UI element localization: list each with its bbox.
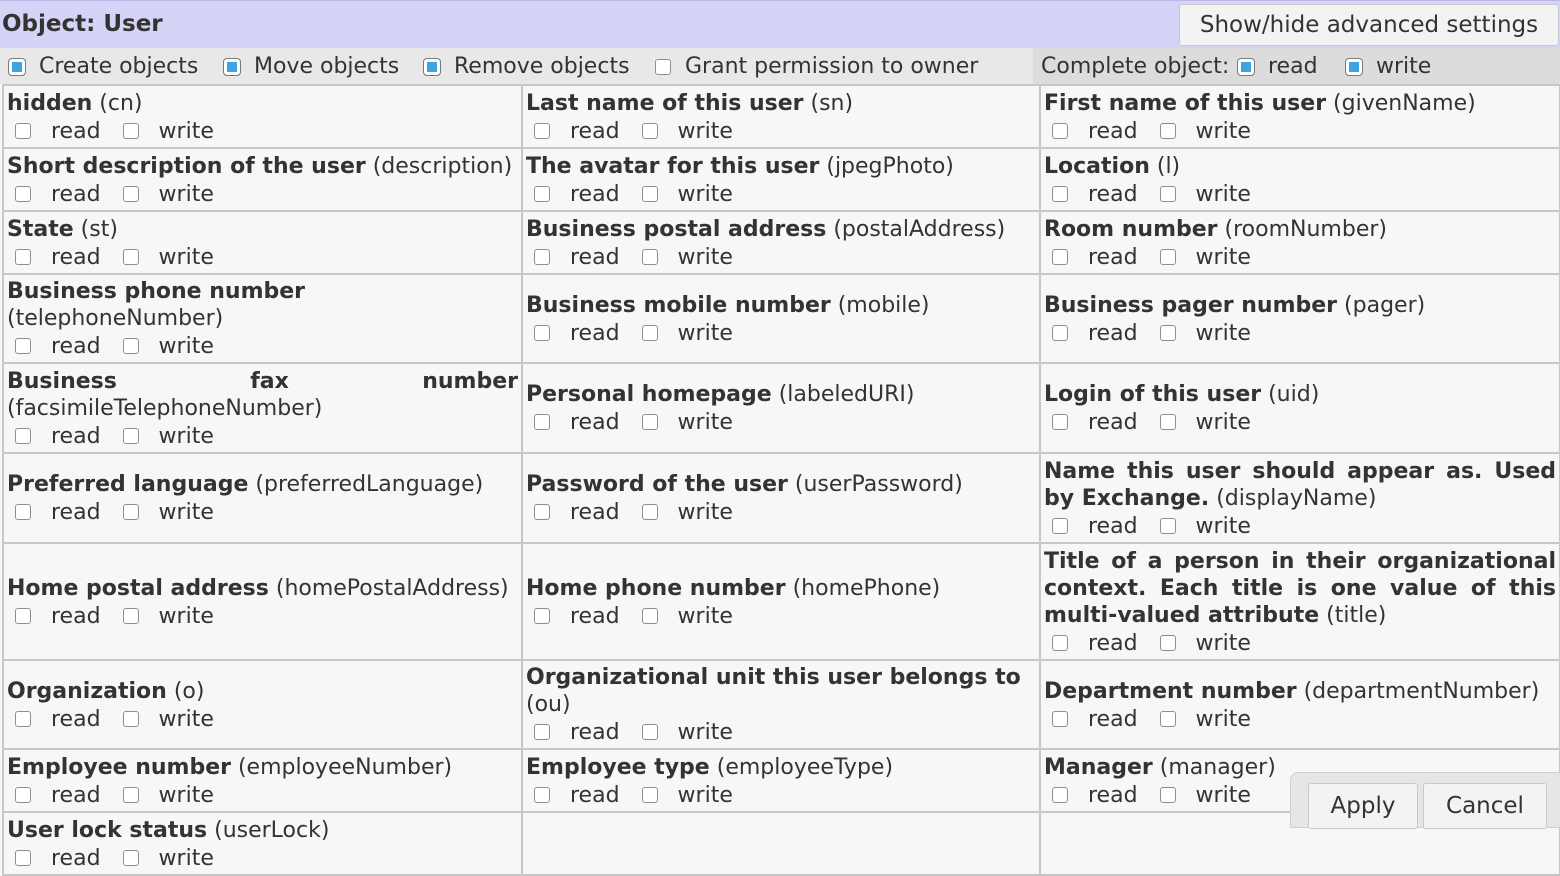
complete-write-label: write — [1376, 54, 1432, 79]
attribute-cell: Last name of this user (sn) read write — [522, 85, 1040, 148]
complete-object-panel — [1033, 48, 1560, 84]
write-checkbox[interactable] — [123, 338, 139, 354]
write-checkbox[interactable] — [1160, 518, 1176, 534]
attribute-label: Name this user should appear as. Used by Exchange. (displayName) — [1044, 458, 1556, 511]
write-checkbox[interactable] — [642, 414, 658, 430]
attribute-cell: Employee number (employeeNumber) read write — [3, 749, 522, 812]
attribute-label: Manager (manager) — [1044, 754, 1276, 780]
read-checkbox[interactable] — [534, 724, 550, 740]
attribute-cell: Name this user should appear as. Used by Exchange. (displayName) read write — [1040, 453, 1560, 543]
attribute-cell: Employee type (employeeType) read write — [522, 749, 1040, 812]
empty-cell — [522, 812, 1040, 875]
read-checkbox[interactable] — [15, 850, 31, 866]
write-checkbox[interactable] — [1160, 123, 1176, 139]
write-checkbox[interactable] — [123, 787, 139, 803]
attribute-label: First name of this user (givenName) — [1044, 90, 1476, 116]
create-objects-checkbox[interactable] — [9, 59, 25, 75]
attribute-label: Business phone number (telephoneNumber) — [7, 279, 306, 331]
write-checkbox[interactable] — [1160, 186, 1176, 202]
read-checkbox[interactable] — [1052, 325, 1068, 341]
read-checkbox[interactable] — [1052, 414, 1068, 430]
attribute-label: Business pager number (pager) — [1044, 292, 1426, 318]
attribute-cell: Room number (roomNumber) read write — [1040, 211, 1560, 274]
attribute-cell: The avatar for this user (jpegPhoto) read write — [522, 148, 1040, 211]
write-checkbox[interactable] — [1160, 249, 1176, 265]
remove-objects-checkbox[interactable] — [424, 59, 440, 75]
attribute-label: User lock status (userLock) — [7, 817, 330, 843]
write-checkbox[interactable] — [1160, 414, 1176, 430]
read-checkbox[interactable] — [534, 504, 550, 520]
remove-objects-option[interactable] — [424, 54, 630, 79]
complete-write-checkbox[interactable] — [1346, 59, 1362, 75]
write-checkbox[interactable] — [642, 504, 658, 520]
attribute-cell: Department number (departmentNumber) read write — [1040, 660, 1560, 749]
attribute-label: Employee number (employeeNumber) — [7, 754, 453, 780]
read-checkbox[interactable] — [15, 123, 31, 139]
read-checkbox[interactable] — [15, 249, 31, 265]
move-objects-checkbox[interactable] — [224, 59, 240, 75]
read-checkbox[interactable] — [15, 186, 31, 202]
attribute-label: Room number (roomNumber) — [1044, 216, 1387, 242]
attribute-label: Login of this user (uid) — [1044, 382, 1320, 407]
cancel-button[interactable]: Cancel — [1423, 783, 1547, 829]
complete-write-option[interactable] — [1346, 54, 1431, 79]
write-checkbox[interactable] — [642, 787, 658, 803]
attribute-cell: First name of this user (givenName) read write — [1040, 85, 1560, 148]
attribute-label: State (st) — [7, 216, 118, 242]
attribute-cell: State (st) read write — [3, 211, 522, 274]
read-checkbox[interactable] — [15, 711, 31, 727]
read-checkbox[interactable] — [534, 414, 550, 430]
attribute-label: Employee type (employeeType) — [526, 754, 894, 780]
write-checkbox[interactable] — [642, 186, 658, 202]
attribute-label: Business mobile number (mobile) — [526, 292, 930, 318]
read-checkbox[interactable] — [1052, 635, 1068, 651]
write-checkbox[interactable] — [1160, 711, 1176, 727]
attribute-cell: Business pager number (pager) read write — [1040, 274, 1560, 363]
remove-objects-label: Remove objects — [454, 54, 630, 79]
read-checkbox[interactable] — [1052, 711, 1068, 727]
dialog-buttons — [1290, 772, 1560, 828]
read-checkbox[interactable] — [534, 787, 550, 803]
object-title: Object: User — [2, 11, 163, 37]
attribute-cell: Title of a person in their organizational context. Each title is one value of this multi-valued attribute (title) read write — [1040, 543, 1560, 660]
write-checkbox[interactable] — [123, 186, 139, 202]
attribute-cell: Home postal address (homePostalAddress) read write — [3, 543, 522, 660]
write-checkbox[interactable] — [123, 249, 139, 265]
write-checkbox[interactable] — [123, 428, 139, 444]
attribute-cell: Business fax number (facsimileTelephoneNumber) read write — [3, 363, 522, 453]
read-checkbox[interactable] — [534, 186, 550, 202]
complete-read-checkbox[interactable] — [1238, 59, 1254, 75]
attribute-cell: Password of the user (userPassword) read write — [522, 453, 1040, 543]
move-objects-option[interactable] — [224, 54, 399, 79]
attribute-cell: Organization (o) read write — [3, 660, 522, 749]
read-checkbox[interactable] — [15, 428, 31, 444]
read-checkbox[interactable] — [1052, 186, 1068, 202]
attribute-cell: Preferred language (preferredLanguage) read write — [3, 453, 522, 543]
create-objects-label: Create objects — [39, 54, 199, 79]
attribute-label: Short description of the user (description) — [7, 153, 513, 179]
write-checkbox[interactable] — [642, 325, 658, 341]
attribute-cell: Business mobile number (mobile) read write — [522, 274, 1040, 363]
attribute-label: The avatar for this user (jpegPhoto) — [526, 153, 954, 179]
object-permissions-toolbar — [0, 48, 1560, 84]
write-checkbox[interactable] — [123, 123, 139, 139]
read-checkbox[interactable] — [15, 338, 31, 354]
attribute-cell: Short description of the user (description) read write — [3, 148, 522, 211]
read-checkbox[interactable] — [1052, 787, 1068, 803]
attribute-label: Home phone number (homePhone) — [526, 575, 941, 601]
attribute-cell: Home phone number (homePhone) read write — [522, 543, 1040, 660]
read-checkbox[interactable] — [1052, 518, 1068, 534]
attribute-cell: Organizational unit this user belongs to (ou) read write — [522, 660, 1040, 749]
attribute-label: Home postal address (homePostalAddress) — [7, 575, 509, 601]
attribute-label: Organization (o) — [7, 678, 205, 704]
write-checkbox[interactable] — [123, 711, 139, 727]
complete-read-label: read — [1268, 54, 1318, 79]
attribute-label: Organizational unit this user belongs to (ou) — [526, 665, 1021, 717]
write-checkbox[interactable] — [642, 249, 658, 265]
write-checkbox[interactable] — [642, 608, 658, 624]
read-checkbox[interactable] — [1052, 123, 1068, 139]
read-checkbox[interactable] — [534, 249, 550, 265]
attribute-cell: User lock status (userLock) read write — [3, 812, 522, 875]
attribute-label: Personal homepage (labeledURI) — [526, 382, 915, 407]
read-checkbox[interactable] — [534, 325, 550, 341]
read-checkbox[interactable] — [1052, 249, 1068, 265]
grant-permission-option[interactable] — [655, 54, 978, 79]
write-checkbox[interactable] — [123, 850, 139, 866]
attribute-cell: Location (l) read write — [1040, 148, 1560, 211]
object-header — [0, 0, 1560, 48]
complete-object-label: Complete object: — [1041, 54, 1230, 79]
read-checkbox[interactable] — [534, 123, 550, 139]
attribute-cell: Personal homepage (labeledURI) read write — [522, 363, 1040, 453]
move-objects-label: Move objects — [254, 54, 400, 79]
attribute-cell: hidden (cn) read write — [3, 85, 522, 148]
attribute-cell: Business phone number (telephoneNumber) read write — [3, 274, 522, 363]
apply-button[interactable]: Apply — [1308, 783, 1418, 829]
create-objects-option[interactable] — [9, 54, 198, 79]
attribute-label: Location (l) — [1044, 153, 1181, 179]
write-checkbox[interactable] — [123, 608, 139, 624]
attribute-cell: Login of this user (uid) read write — [1040, 363, 1560, 453]
write-checkbox[interactable] — [642, 123, 658, 139]
attribute-label: hidden (cn) — [7, 90, 143, 116]
attribute-cell: Business postal address (postalAddress) read write — [522, 211, 1040, 274]
write-checkbox[interactable] — [1160, 635, 1176, 651]
attribute-label: Password of the user (userPassword) — [526, 472, 963, 497]
grant-permission-checkbox[interactable] — [655, 59, 671, 75]
attribute-cell: Manager (manager) read write — [1040, 749, 1560, 812]
write-checkbox[interactable] — [123, 504, 139, 520]
attribute-label: Department number (departmentNumber) — [1044, 678, 1540, 704]
attribute-permissions-grid — [2, 84, 1560, 876]
read-checkbox[interactable] — [15, 787, 31, 803]
read-checkbox[interactable] — [15, 504, 31, 520]
read-checkbox[interactable] — [534, 608, 550, 624]
attribute-label: Title of a person in their organizational context. Each title is one value of this multi-valued attribute (title) — [1044, 548, 1556, 628]
attribute-label: Last name of this user (sn) — [526, 90, 854, 116]
write-checkbox[interactable] — [642, 724, 658, 740]
attribute-label: Business postal address (postalAddress) — [526, 216, 1006, 242]
attribute-label: Business fax number (facsimileTelephoneNumber) — [7, 368, 518, 421]
grant-permission-label: Grant permission to owner — [685, 54, 979, 79]
attribute-label: Preferred language (preferredLanguage) — [7, 472, 484, 497]
write-checkbox[interactable] — [1160, 325, 1176, 341]
read-checkbox[interactable] — [15, 608, 31, 624]
complete-read-option[interactable] — [1238, 54, 1318, 79]
show-hide-advanced-settings-button[interactable]: Show/hide advanced settings — [1179, 4, 1559, 46]
write-checkbox[interactable] — [1160, 787, 1176, 803]
